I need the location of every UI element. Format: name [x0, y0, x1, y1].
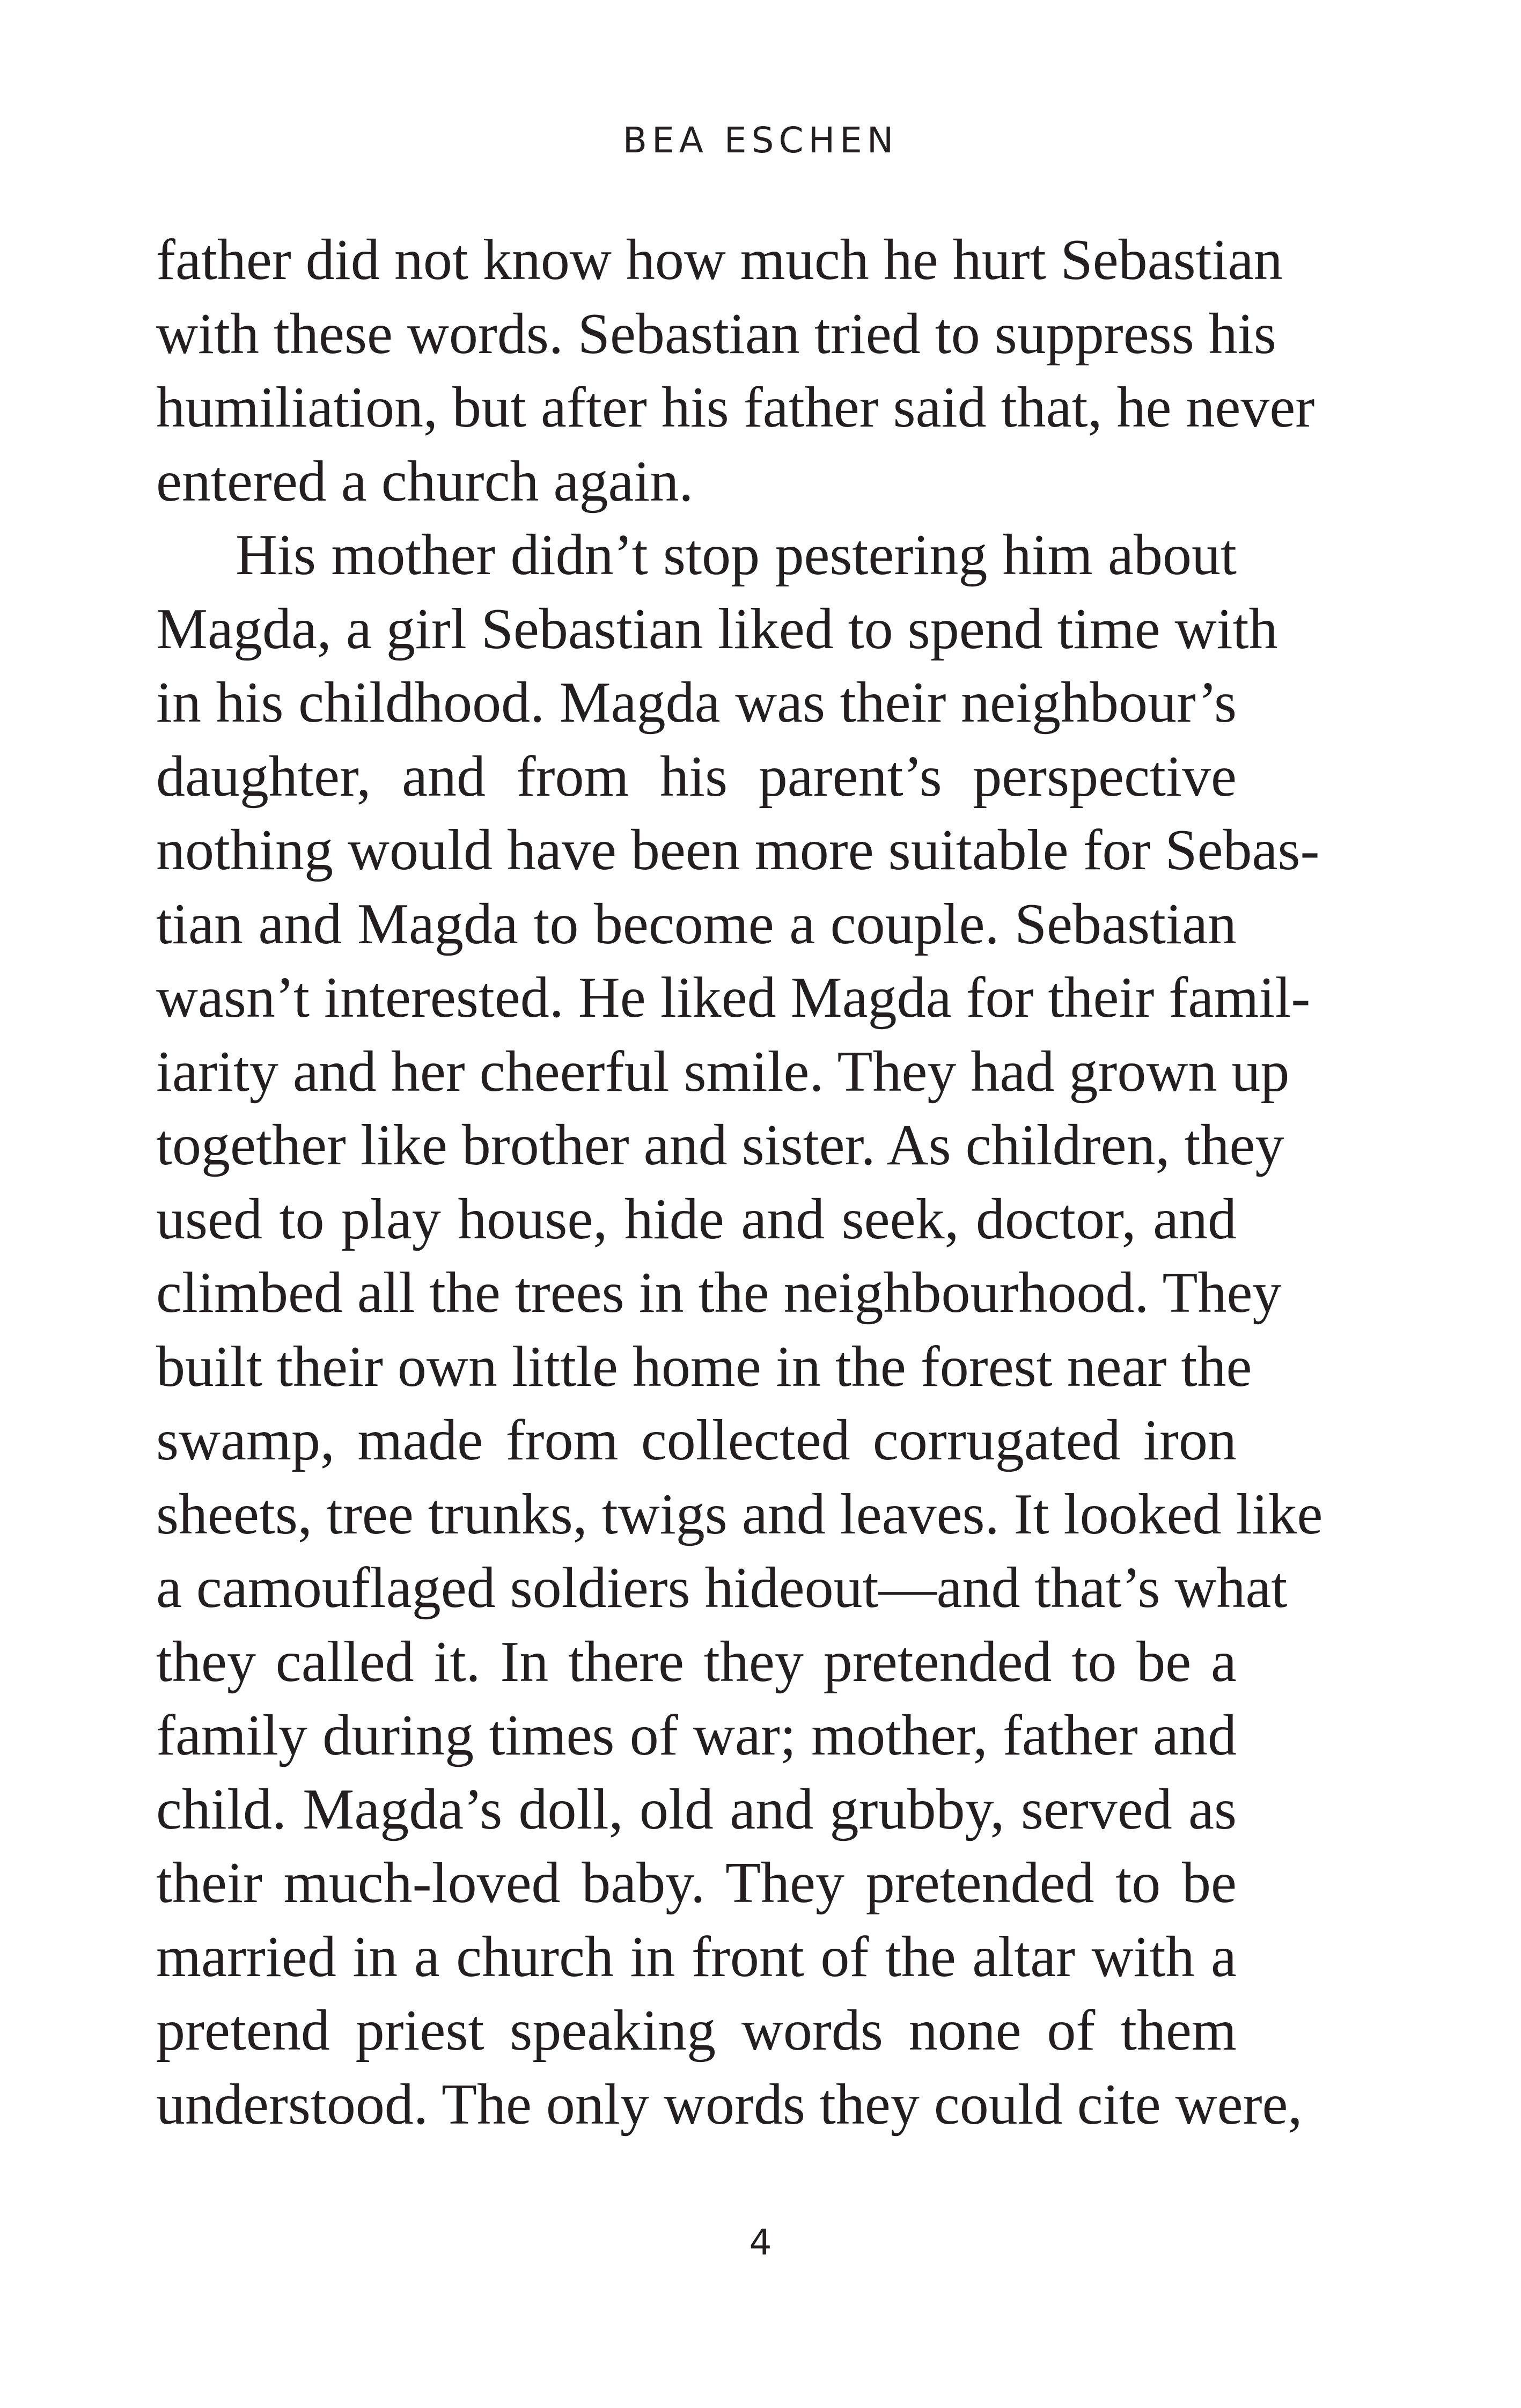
text-line: climbed all the trees in the neighbourhood. They: [156, 1261, 1282, 1325]
text-line: nothing would have been more suitable for Sebas-: [156, 818, 1320, 882]
text-line: Magda, a girl Sebastian liked to spend time with: [156, 597, 1278, 661]
text-line: their much-loved baby. They pretended to be: [156, 1851, 1237, 1915]
text-line: pretend priest speaking words none of them: [156, 1999, 1237, 2062]
text-line: sheets, tree trunks, twigs and leaves. It looked like: [156, 1482, 1323, 1546]
text-line: humiliation, but after his father said that, he never: [156, 376, 1315, 439]
text-line: wasn’t interested. He liked Magda for their famil-: [156, 966, 1311, 1030]
text-line: built their own little home in the forest near the: [156, 1334, 1252, 1399]
text-line: swamp, made from collected corrugated iron: [156, 1408, 1237, 1472]
text-line: tian and Magda to become a couple. Sebastian: [156, 892, 1237, 956]
text-line: they called it. In there they pretended to be a: [156, 1629, 1237, 1694]
text-line: a camouflaged soldiers hideout—and that’s what: [156, 1556, 1288, 1620]
text-line: understood. The only words they could cite were,: [156, 2072, 1303, 2137]
paragraph-end-line: entered a church again.: [156, 449, 694, 513]
text-line: with these words. Sebastian tried to suppress his: [156, 302, 1276, 366]
text-line: together like brother and sister. As children, they: [156, 1113, 1284, 1177]
text-line: used to play house, hide and seek, doctor, and: [156, 1187, 1237, 1251]
running-head: BEA ESCHEN: [622, 120, 899, 161]
text-line: family during times of war; mother, father and: [156, 1704, 1237, 1767]
text-line: married in a church in front of the altar with a: [156, 1925, 1237, 1989]
page-number: 4: [749, 2222, 772, 2263]
text-line: father did not know how much he hurt Sebastian: [156, 228, 1283, 292]
text-line: iarity and her cheerful smile. They had grown up: [156, 1039, 1290, 1104]
text-line: in his childhood. Magda was their neighbour’s: [156, 671, 1237, 735]
text-line: daughter, and from his parent’s perspective: [156, 744, 1237, 809]
body-text: [156, 223, 1323, 2141]
paragraph-first-line: His mother didn’t stop pestering him about: [236, 523, 1237, 587]
text-line: child. Magda’s doll, old and grubby, served as: [156, 1777, 1237, 1841]
